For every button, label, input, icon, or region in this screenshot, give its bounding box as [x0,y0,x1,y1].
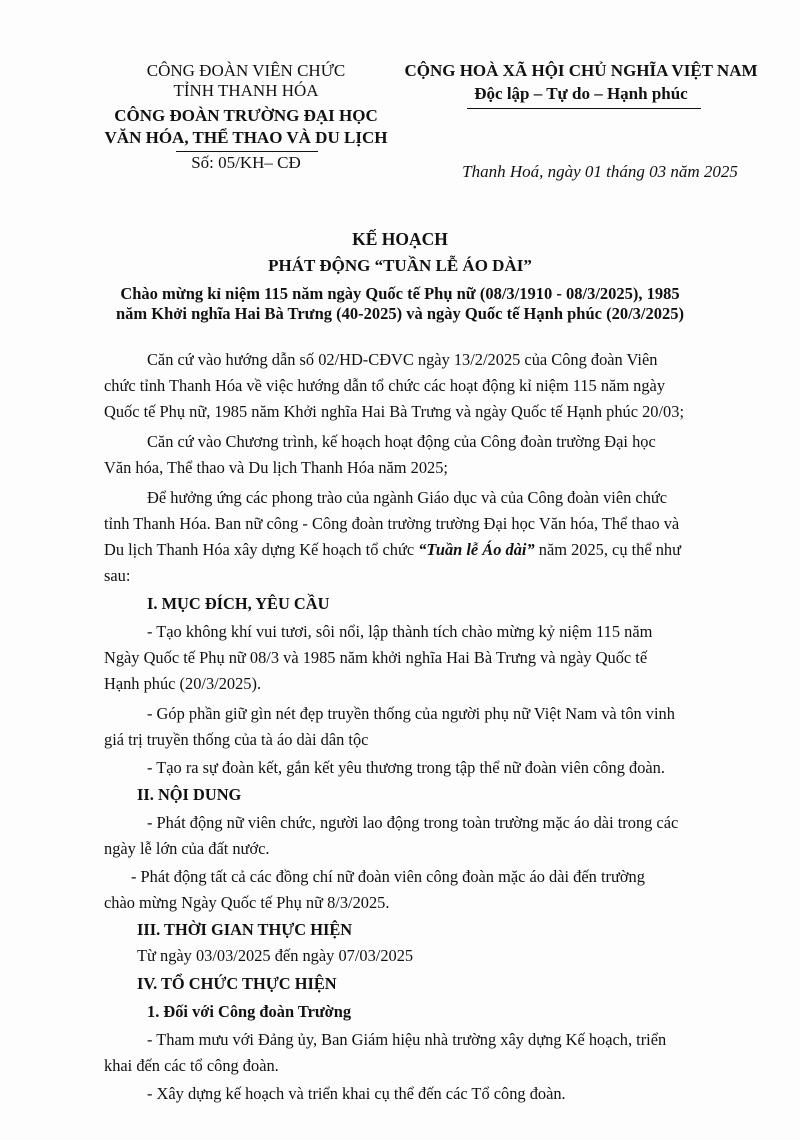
paragraph-line: tỉnh Thanh Hóa. Ban nữ công - Công đoàn trường trường Đại học Văn hóa, Thể thao và [104,514,680,533]
paragraph-line: chức tỉnh Thanh Hóa về việc hướng dẫn tổ chức các hoạt động kỉ niệm 115 năm ngày [104,376,666,395]
document-number: Số: 05/KH– CĐ [191,153,301,172]
paragraph-line: Văn hóa, Thể thao và Du lịch Thanh Hóa năm 2025; [104,458,448,477]
header-left-underline [176,151,318,152]
paragraph-line: - Xây dựng kế hoạch và triển khai cụ thể đến các Tổ công đoàn. [147,1084,566,1103]
paragraph-line: Ngày Quốc tế Phụ nữ 08/3 và 1985 năm khởi nghĩa Hai Bà Trưng và ngày Quốc tế [104,648,648,667]
document-description-line2: năm Khởi nghĩa Hai Bà Trưng (40-2025) và ngày Quốc tế Hạnh phúc (20/3/2025) [115,304,685,323]
paragraph-line: - Tạo không khí vui tươi, sôi nổi, lập thành tích chào mừng kỷ niệm 115 năm [147,622,653,641]
paragraph-line [104,540,681,560]
paragraph-line: Căn cứ vào Chương trình, kế hoạch hoạt động của Công đoàn trường Đại học [147,432,656,451]
paragraph-line: giá trị truyền thống của tà áo dài dân tộc [104,730,369,749]
document-subtitle: PHÁT ĐỘNG “TUẦN LỄ ÁO DÀI” [268,256,532,275]
paragraph-line: - Phát động nữ viên chức, người lao động trong toàn trường mặc áo dài trong các [147,813,679,832]
national-title: CỘNG HOÀ XÃ HỘI CHỦ NGHĨA VIỆT NAM [404,61,758,80]
subsection-heading: 1. Đối với Công đoàn Trường [147,1002,352,1021]
paragraph-line: khai đến các tổ công đoàn. [104,1056,279,1075]
header-left-org-line2: VĂN HÓA, THỂ THAO VÀ DU LỊCH [104,128,388,147]
header-left-line1: CÔNG ĐOÀN VIÊN CHỨC [146,61,346,80]
paragraph-line: Để hưởng ứng các phong trào của ngành Giáo dục và của Công đoàn viên chức [147,488,668,507]
paragraph-line: Hạnh phúc (20/3/2025). [104,674,262,693]
national-motto: Độc lập – Tự do – Hạnh phúc [474,84,688,103]
header-left-org: CÔNG ĐOÀN TRƯỜNG ĐẠI HỌC [114,106,378,125]
section-heading: III. THỜI GIAN THỰC HIỆN [137,920,353,939]
document-date: Thanh Hoá, ngày 01 tháng 03 năm 2025 [462,162,738,181]
document-description-line1: Chào mừng kỉ niệm 115 năm ngày Quốc tế Phụ nữ (08/3/1910 - 08/3/2025), 1985 [120,284,680,303]
paragraph-line: sau: [104,566,131,585]
paragraph-text: Du lịch Thanh Hóa xây dựng Kế hoạch tổ chức [104,540,419,559]
motto-underline [467,108,701,109]
paragraph-line: Quốc tế Phụ nữ, 1985 năm Khởi nghĩa Hai Bà Trưng và ngày Quốc tế Hạnh phúc 20/03; [104,402,685,421]
paragraph-line: - Phát động tất cả các đồng chí nữ đoàn viên công đoàn mặc áo dài đến trường [131,867,645,886]
paragraph-line: chào mừng Ngày Quốc tế Phụ nữ 8/3/2025. [104,893,390,912]
paragraph-line: Từ ngày 03/03/2025 đến ngày 07/03/2025 [137,946,414,965]
document-title: KẾ HOẠCH [352,229,448,249]
section-heading: I. MỤC ĐÍCH, YÊU CẦU [147,594,330,613]
paragraph-line: Căn cứ vào hướng dẫn số 02/HD-CĐVC ngày 13/2/2025 của Công đoàn Viên [147,350,658,369]
paragraph-line: - Tạo ra sự đoàn kết, gắn kết yêu thương trong tập thể nữ đoàn viên công đoàn. [147,758,665,777]
header-left-line2: TỈNH THANH HÓA [173,81,319,100]
section-heading: II. NỘI DUNG [137,785,242,804]
paragraph-line: ngày lễ lớn của đất nước. [104,839,270,858]
section-heading: IV. TỔ CHỨC THỰC HIỆN [137,974,337,993]
paragraph-line: - Tham mưu với Đảng ủy, Ban Giám hiệu nhà trường xây dựng Kế hoạch, triển [147,1030,667,1049]
event-name: “Tuần lễ Áo dài” [418,540,535,559]
paragraph-line: - Góp phần giữ gìn nét đẹp truyền thống của người phụ nữ Việt Nam và tôn vinh [147,704,675,723]
paragraph-text: năm 2025, cụ thể như [534,540,682,559]
